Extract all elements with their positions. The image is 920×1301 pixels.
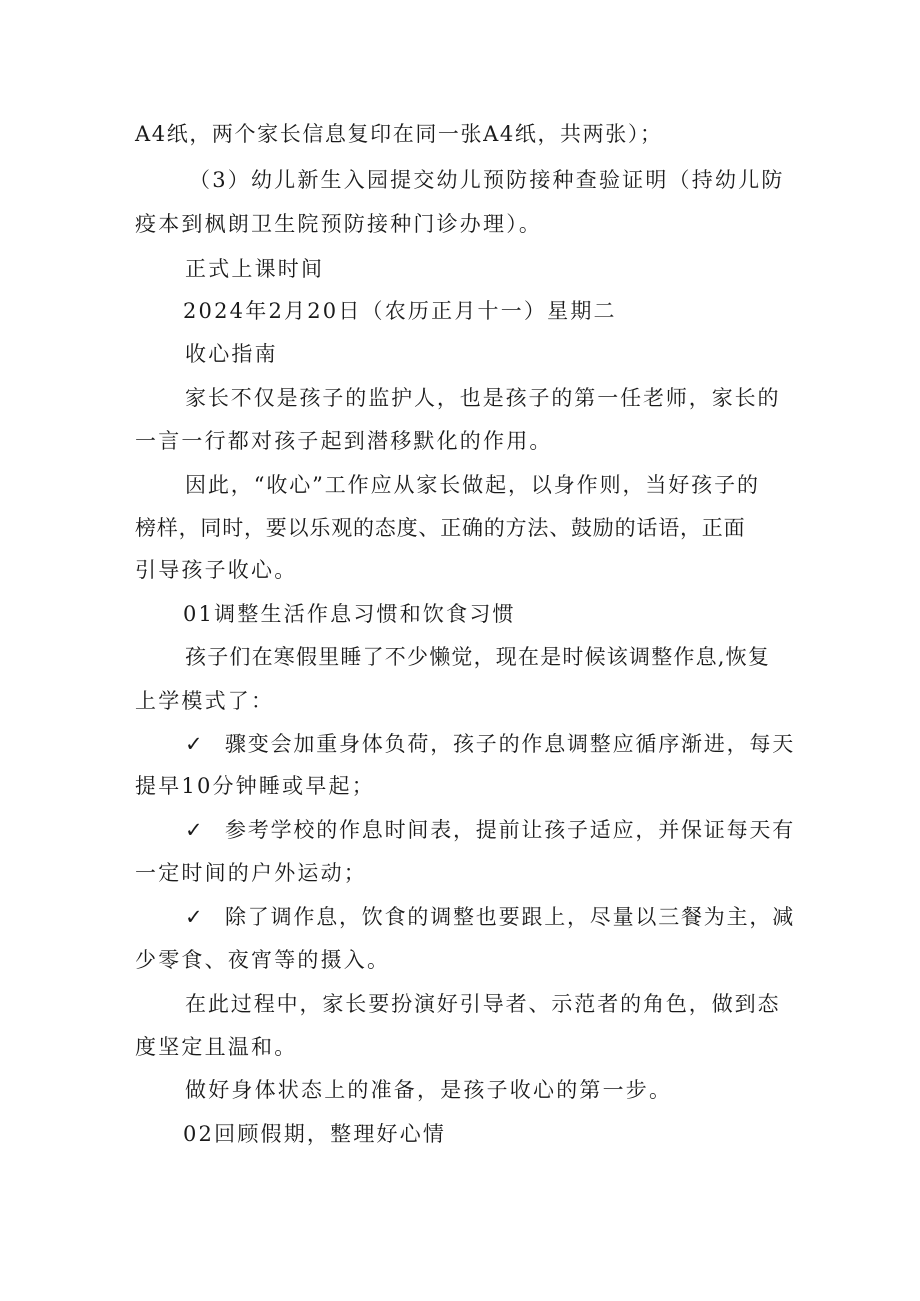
text-line: 一言一行都对孩子起到潜移默化的作用。 <box>135 429 553 453</box>
subsection-heading: 01调整生活作息习惯和饮食习惯 <box>183 602 516 626</box>
text-line: 一定时间的户外运动； <box>135 861 367 885</box>
text-line: 做好身体状态上的准备，是孩子收心的第一步。 <box>185 1078 673 1102</box>
check-icon: ✓ <box>185 818 205 842</box>
section-heading: 正式上课时间 <box>185 257 325 281</box>
checklist-item-text: 骤变会加重身体负荷，孩子的作息调整应循序渐进，每天 <box>225 732 795 756</box>
text-line: A4纸，两个家长信息复印在同一张A4纸，共两张）； <box>135 122 663 146</box>
checklist-item <box>185 904 795 930</box>
text-line: 上学模式了： <box>135 689 275 713</box>
text-line: 孩子们在寒假里睡了不少懒觉，现在是时候该调整作息,恢复 <box>185 645 771 669</box>
checklist-item-text: 参考学校的作息时间表，提前让孩子适应，并保证每天有 <box>225 818 795 842</box>
subsection-heading: 02回顾假期，整理好心情 <box>183 1122 447 1146</box>
text-line: 引导孩子收心。 <box>135 558 298 582</box>
check-icon: ✓ <box>185 905 205 929</box>
text-line: 疫本到枫朗卫生院预防接种门诊办理）。 <box>135 212 543 236</box>
text-line: （3）幼儿新生入园提交幼儿预防接种查验证明（持幼儿防 <box>189 168 785 192</box>
text-line: 家长不仅是孩子的监护人，也是孩子的第一任老师，家长的 <box>185 386 781 410</box>
checklist-item <box>185 817 795 843</box>
checklist-item <box>185 731 795 757</box>
text-line: 在此过程中，家长要扮演好引导者、示范者的角色，做到态 <box>185 992 781 1016</box>
text-line: 因此，“收心”工作应从家长做起，以身作则，当好孩子的 <box>185 473 760 497</box>
section-heading: 收心指南 <box>185 342 278 366</box>
date-line: 2024年2月20日（农历正月十一）星期二 <box>183 299 617 323</box>
text-line: 提早10分钟睡或早起； <box>135 774 375 798</box>
check-icon: ✓ <box>185 732 205 756</box>
text-line: 榜样，同时，要以乐观的态度、正确的方法、鼓励的话语，正面 <box>135 516 746 540</box>
checklist-item-text: 除了调作息，饮食的调整也要跟上，尽量以三餐为主，减 <box>225 905 795 929</box>
text-line: 度坚定且温和。 <box>135 1035 298 1059</box>
text-line: 少零食、夜宵等的摄入。 <box>135 948 391 972</box>
